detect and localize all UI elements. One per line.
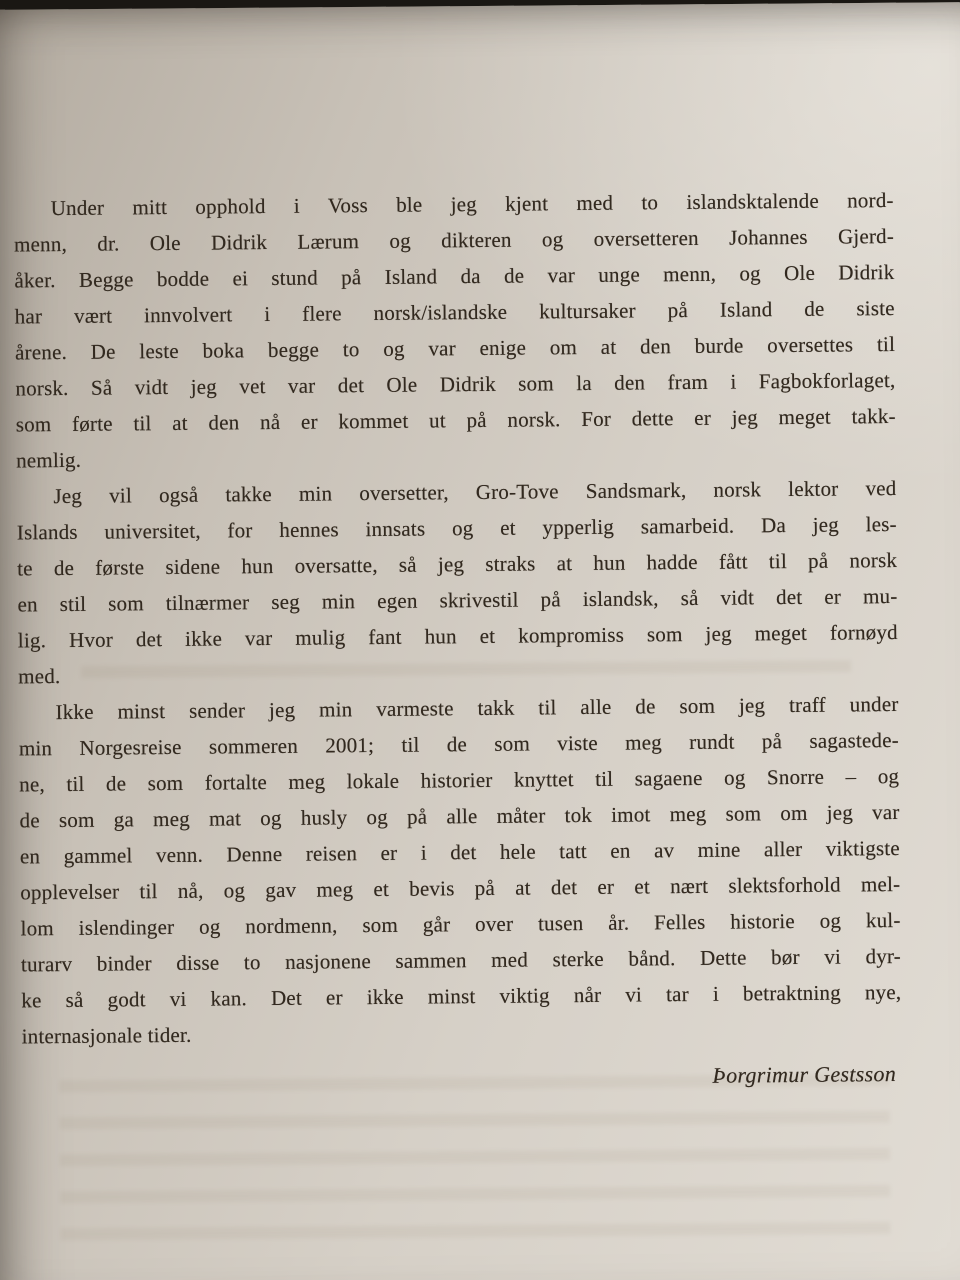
text-line: Ikke minst sender jeg min varmeste takk til alle de som jeg traff under <box>55 691 899 725</box>
text-line: har vært innvolvert i flere norsk/islandske kultursaker på Island de siste <box>14 296 895 329</box>
text-line: menn, dr. Ole Didrik Lærum og dikteren og oversetteren Johannes Gjerd- <box>13 224 895 257</box>
text-line: te de første sidene hun oversatte, så jeg straks at hun hadde fått til på norsk <box>17 547 898 581</box>
text-line: som førte til at den nå er kommet ut på norsk. For dette er jeg meget takk- <box>15 403 896 437</box>
text-line: ne, til de som fortalte meg lokale historier knyttet til sagaene og Snorre – og <box>19 763 900 797</box>
text-line: Under mitt opphold i Voss ble jeg kjent med to islandsktalende nord- <box>50 188 894 221</box>
text-line: min Norgesreise sommeren 2001; til de som viste meg rundt på sagastede- <box>18 727 899 761</box>
text-line: turarv binder disse to nasjonene sammen med sterke bånd. Dette bør vi dyr- <box>20 943 902 977</box>
text-line: opplevelser til nå, og gav meg et bevis på at det er et nært slektsforhold mel- <box>20 871 901 905</box>
body-text <box>14 182 903 1100</box>
book-page <box>0 2 960 1280</box>
text-line: Jeg vil også takke min oversetter, Gro-Tove Sandsmark, norsk lektor ved <box>53 475 897 509</box>
text-line: en stil som tilnærmer seg min egen skrivestil på islandsk, så vidt det er mu- <box>17 583 898 617</box>
text-line: lom islendinger og nordmenn, som går over tusen år. Felles historie og kul- <box>20 907 901 941</box>
text-line: med. <box>18 664 61 689</box>
paragraph <box>14 182 897 478</box>
text-line: internasjonale tider. <box>21 1022 192 1049</box>
text-line: årene. De leste boka begge to og var enige om at den burde oversettes til <box>14 332 896 365</box>
paragraph <box>18 686 901 1054</box>
signature: Þorgrimur Gestsson <box>712 1061 897 1088</box>
text-line: ke så godt vi kan. Det er ikke minst viktig når vi tar i betraktning nye, <box>21 979 902 1013</box>
text-line: åker. Begge bodde ei stund på Island da de var unge menn, og Ole Didrik <box>14 260 895 293</box>
text-line: en gammel venn. Denne reisen er i det hele tatt en av mine aller viktigste <box>19 835 901 869</box>
text-line: de som ga meg mat og husly og på alle måter tok imot meg som om jeg var <box>19 799 900 833</box>
text-line: nemlig. <box>16 447 82 473</box>
paragraph <box>16 470 898 694</box>
text-line: lig. Hvor det ikke var mulig fant hun et kompromiss som jeg meget fornøyd <box>17 619 898 653</box>
text-line: Islands universitet, for hennes innsats og et ypperlig samarbeid. Da jeg les- <box>16 511 897 545</box>
text-line: norsk. Så vidt jeg vet var det Ole Didrik som la den fram i Fagbokforlaget, <box>15 368 896 401</box>
